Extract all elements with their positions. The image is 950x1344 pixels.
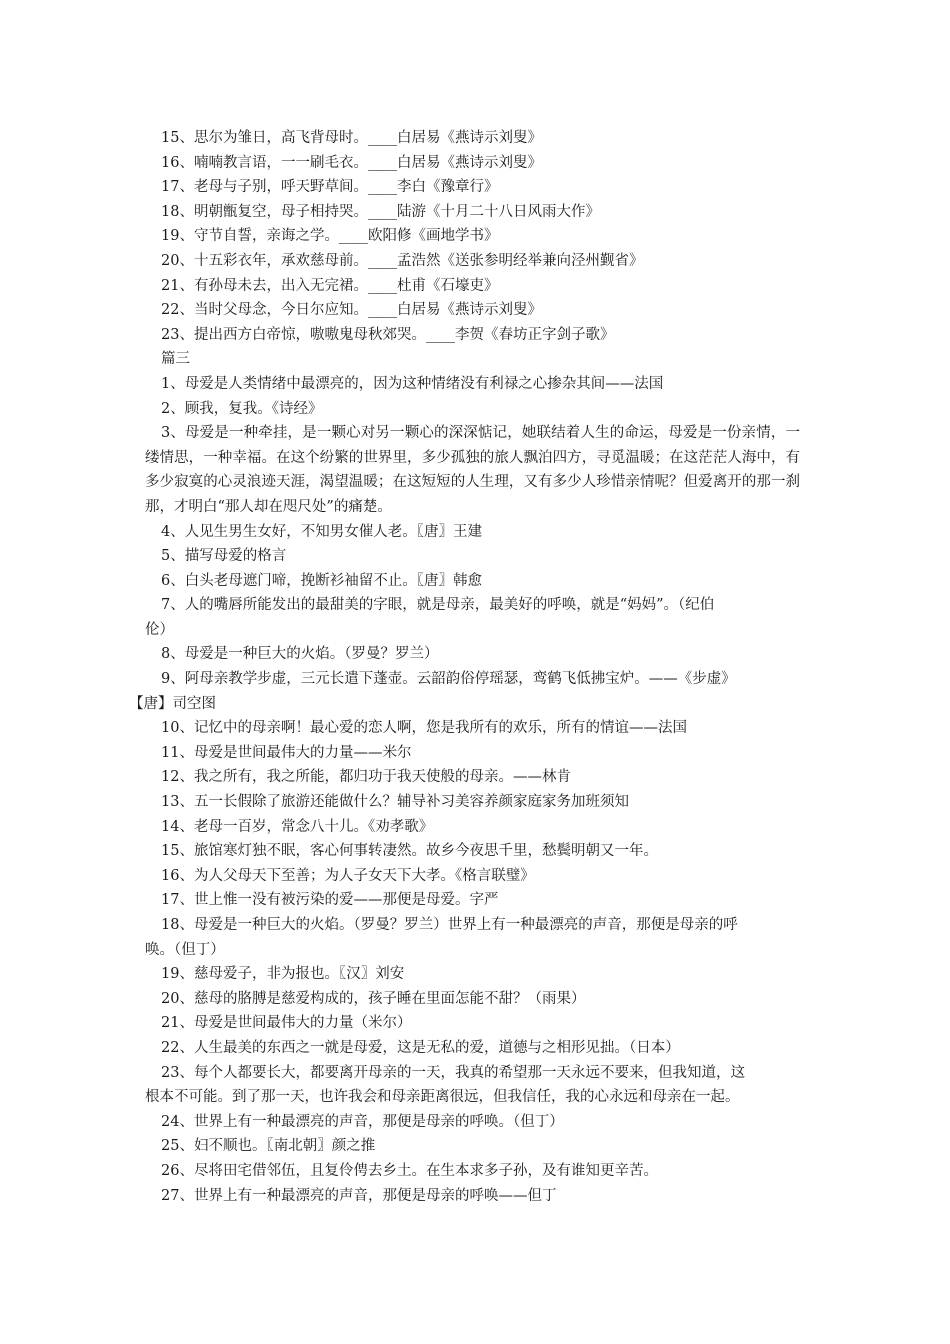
section-title: 篇三 [161, 351, 190, 368]
quote-9-line-2: 【唐】司空图 [129, 695, 216, 712]
quote-17: 17、世上惟一没有被污染的爱——那便是母爱。字严 [161, 892, 499, 909]
quote-1: 1、母爱是人类情绪中最漂亮的，因为这种情绪没有利禄之心掺杂其间——法国 [161, 375, 664, 392]
poem-quote-19: 19、守节自誓，亲诲之学。____欧阳修《画地学书》 [161, 228, 499, 245]
quote-27: 27、世界上有一种最漂亮的声音，那便是母亲的呼唤——但丁 [161, 1187, 557, 1204]
quote-2: 2、顾我，复我。《诗经》 [161, 400, 323, 417]
quote-24: 24、世界上有一种最漂亮的声音，那便是母亲的呼唤。（但丁） [161, 1113, 564, 1130]
poem-quote-21: 21、有孙母未去，出入无完裙。____杜甫《石壕吏》 [161, 277, 499, 294]
quote-16: 16、为人父母天下至善；为人子女天下大孝。《格言联璧》 [161, 867, 535, 884]
quote-4: 4、人见生男生女好，不知男女催人老。〖唐〗王建 [161, 523, 482, 540]
quote-15: 15、旅馆寒灯独不眠，客心何事转凄然。故乡今夜思千里，愁鬓明朝又一年。 [161, 843, 658, 860]
quote-21: 21、母爱是世间最伟大的力量（米尔） [161, 1015, 412, 1032]
poem-quote-22: 22、当时父母念，今日尔应知。____白居易《燕诗示刘叟》 [161, 302, 542, 319]
quote-22: 22、人生最美的东西之一就是母爱，这是无私的爱，道德与之相形见拙。（日本） [161, 1039, 680, 1056]
quote-20: 20、慈母的胳膊是慈爱构成的，孩子睡在里面怎能不甜？（雨果） [161, 990, 586, 1007]
quote-18-line-2: 唤。（但丁） [145, 941, 225, 958]
quote-5: 5、描写母爱的格言 [161, 548, 287, 565]
quote-13: 13、五一长假除了旅游还能做什么？辅导补习美容养颜家庭家务加班须知 [161, 794, 629, 811]
poem-quote-20: 20、十五彩衣年，承欢慈母前。____孟浩然《送张参明经举兼向泾州觐省》 [161, 252, 644, 269]
quote-18-line-1: 18、母爱是一种巨大的火焰。（罗曼？罗兰）世界上有一种最漂亮的声音，那便是母亲的呼 [161, 917, 738, 933]
poem-quote-16: 16、喃喃教言语，一一刷毛衣。____白居易《燕诗示刘叟》 [161, 154, 542, 171]
quote-10: 10、记忆中的母亲啊！最心爱的恋人啊，您是我所有的欢乐，所有的情谊——法国 [161, 720, 687, 737]
quote-11: 11、母爱是世间最伟大的力量——米尔 [161, 744, 412, 761]
quote-25: 25、妇不顺也。〖南北朝〗颜之推 [161, 1138, 376, 1155]
quote-7-line-2: 伦） [145, 621, 174, 638]
quote-23-line-2: 根本不可能。到了那一天，也许我会和母亲距离很远，但我信任，我的心永远和母亲在一起。 [145, 1089, 740, 1106]
quote-26: 26、尽将田宅借邻伍，且复伶俜去乡土。在生本求多子孙，及有谁知更辛苦。 [161, 1162, 658, 1179]
quote-12: 12、我之所有，我之所能，都归功于我天使般的母亲。——林肯 [161, 769, 571, 786]
poem-quote-17: 17、老母与子别，呼天野草间。____李白《豫章行》 [161, 179, 499, 196]
document-body [129, 126, 800, 1208]
poem-quote-23: 23、提出西方白帝惊，嗷嗷鬼母秋郊哭。____李贺《春坊正字剑子歌》 [161, 326, 615, 343]
quote-6: 6、白头老母遮门啼，挽断衫袖留不止。〖唐〗韩愈 [161, 572, 482, 589]
quote-23-line-1: 23、每个人都要长大，都要离开母亲的一天，我真的希望那一天永远不要来，但我知道，这 [161, 1064, 745, 1081]
quote-7-line-1: 7、人的嘴唇所能发出的最甜美的字眼，就是母亲，最美好的呼唤，就是“妈妈”。（纪伯 [161, 597, 715, 614]
poem-quote-15: 15、思尔为雏日，高飞背母时。____白居易《燕诗示刘叟》 [161, 130, 542, 146]
quote-19: 19、慈母爱子，非为报也。〖汉〗刘安 [161, 966, 405, 983]
quote-3: 3、母爱是一种牵挂，是一颗心对另一颗心的深深惦记，她联结着人生的命运，母爱是一份亲情，一缕情思，一种幸福。在这个纷繁的世界里，多少孤独的旅人飘泊四方，寻觅温暖；在这茫茫人海中，有多少寂寞的心灵浪迹天涯，渴望温暖；在这短短的人生理，又有多少人珍惜亲情呢？但爱离开的那一刹那，才明白“那人却在咫尺处”的痛楚。 [145, 425, 800, 515]
poem-quote-18: 18、明朝甑复空，母子相持哭。____陆游《十月二十八日风雨大作》 [161, 203, 600, 220]
quote-8: 8、母爱是一种巨大的火焰。（罗曼？罗兰） [161, 646, 439, 663]
quote-14: 14、老母一百岁，常念八十儿。《劝孝歌》 [161, 818, 434, 835]
quote-9-line-1: 9、阿母亲教学步虚，三元长遣下蓬壶。云韶韵俗停瑶瑟，鸾鹤飞低拂宝炉。——《步虚》 [161, 671, 736, 688]
